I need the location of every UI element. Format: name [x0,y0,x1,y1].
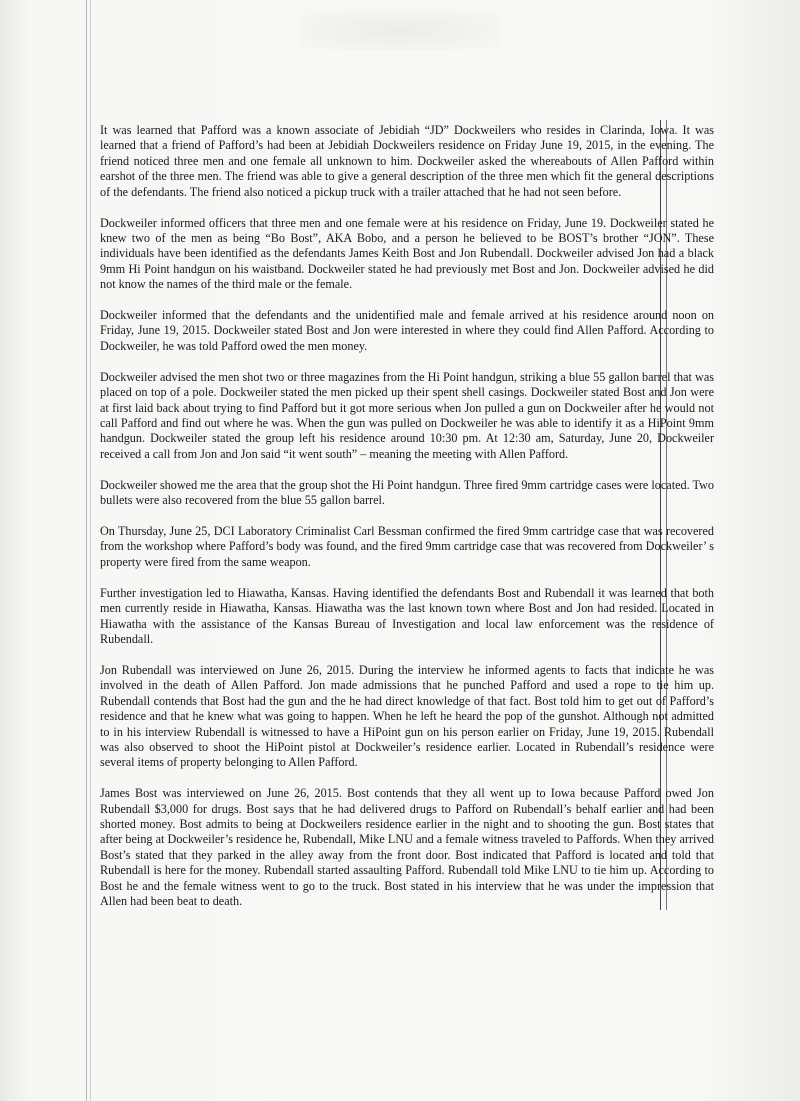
paragraph: On Thursday, June 25, DCI Laboratory Criminalist Carl Bessman confirmed the fired 9mm cartridge case that was recovered from the workshop where Pafford’s body was found, and the fired 9mm cartridge case that was recovered from Dockweiler’ s property were fired from the same weapon. [100,524,714,569]
scan-smudge [300,10,500,50]
paragraph: Dockweiler advised the men shot two or three magazines from the Hi Point handgun, striking a blue 55 gallon barrel that was placed on top of a pole. Dockweiler stated the men picked up their spent shell casings. Dockweiler stated Bost and Jon were at first laid back about trying to find Pafford but it got more serious when Jon pulled a gun on Dockweiler after he would not call Pafford and find out where he was. When the gun was pulled on Dockweiler he was able to identify it as a HiPoint 9mm handgun. Dockweiler stated the group left his residence around 10:30 pm. At 12:30 am, Saturday, June 20, Dockweiler received a call from Jon and Jon said “it went south” – meaning the meeting with Allen Pafford. [100,369,714,461]
paragraph: It was learned that Pafford was a known associate of Jebidiah “JD” Dockweilers who resides in Clarinda, Iowa. It was learned that a friend of Pafford’s had been at Jebidiah Dockweilers residence on Friday June 19, 2015, in the evening. The friend noticed three men and one female all unknown to him. Dockweiler asked the whereabouts of Allen Pafford within earshot of the three men. The friend was able to give a general description of the three men which fit the general descriptions of the defendants. The friend also noticed a pickup truck with a trailer attached that he had not seen before. [100,123,714,199]
document-body [100,123,714,925]
paragraph: Further investigation led to Hiawatha, Kansas. Having identified the defendants Bost and Rubendall it was learned that both men currently reside in Hiawatha, Kansas. Hiawatha was the last known town where Bost and Jon had resided. Located in Hiawatha with the assistance of the Kansas Bureau of Investigation and local law enforcement was the residence of Rubendall. [100,585,714,646]
scan-edge-line [86,0,87,1101]
paragraph: James Bost was interviewed on June 26, 2015. Bost contends that they all went up to Iowa because Pafford owed Jon Rubendall $3,000 for drugs. Bost says that he had delivered drugs to Pafford on Rubendall’s behalf earlier and had been shorted money. Bost admits to being at Dockweilers residence earlier in the night and to shooting the gun. Bost states that after being at Dockweiler’s residence he, Rubendall, Mike LNU and a female witness traveled to Paffords. When they arrived Bost’s stated that they parked in the alley away from the front door. Bost indicated that Pafford is located and told that Rubendall is here for the money. Rubendall started assaulting Pafford. Rubendall told Mike LNU to tie him up. According to Bost he and the female witness went to go to the truck. Bost stated in his interview that he was under the impression that Allen had been beat to death. [100,786,714,909]
paragraph: Dockweiler showed me the area that the group shot the Hi Point handgun. Three fired 9mm cartridge cases were located. Two bullets were also recovered from the blue 55 gallon barrel. [100,477,714,508]
paragraph: Dockweiler informed officers that three men and one female were at his residence on Friday, June 19. Dockweiler stated he knew two of the men as being “Bo Bost”, AKA Bobo, and a person he believed to be BOST’s brother “JON”. These individuals have been identified as the defendants James Keith Bost and Jon Rubendall. Dockweiler advised Jon had a black 9mm Hi Point handgun on his waistband. Dockweiler stated he had previously met Bost and Jon. Dockweiler advised he did not know the names of the third male or the female. [100,215,714,292]
paragraph: Jon Rubendall was interviewed on June 26, 2015. During the interview he informed agents to facts that indicate he was involved in the death of Allen Pafford. Jon made admissions that he punched Pafford and used a rope to tie him up. Rubendall contends that Bost had the gun and the he had direct knowledge of that fact. Bost told him to get out of Pafford’s residence and that he knew what was going to happen. When he left he heard the pop of the gunshot. Although not admitted to in his interview Rubendall is witnessed to have a HiPoint gun on his person earlier on Friday, June 19, 2015. Rubendall was also observed to shoot the HiPoint pistol at Dockweiler’s residence earlier. Located in Rubendall’s residence were several items of property belonging to Allen Pafford. [100,662,714,770]
paragraph: Dockweiler informed that the defendants and the unidentified male and female arrived at his residence around noon on Friday, June 19, 2015. Dockweiler stated Bost and Jon were interested in where they could find Allen Pafford. According to Dockweiler, he was told Pafford owed the men money. [100,308,714,353]
scan-edge-line [90,0,91,1101]
